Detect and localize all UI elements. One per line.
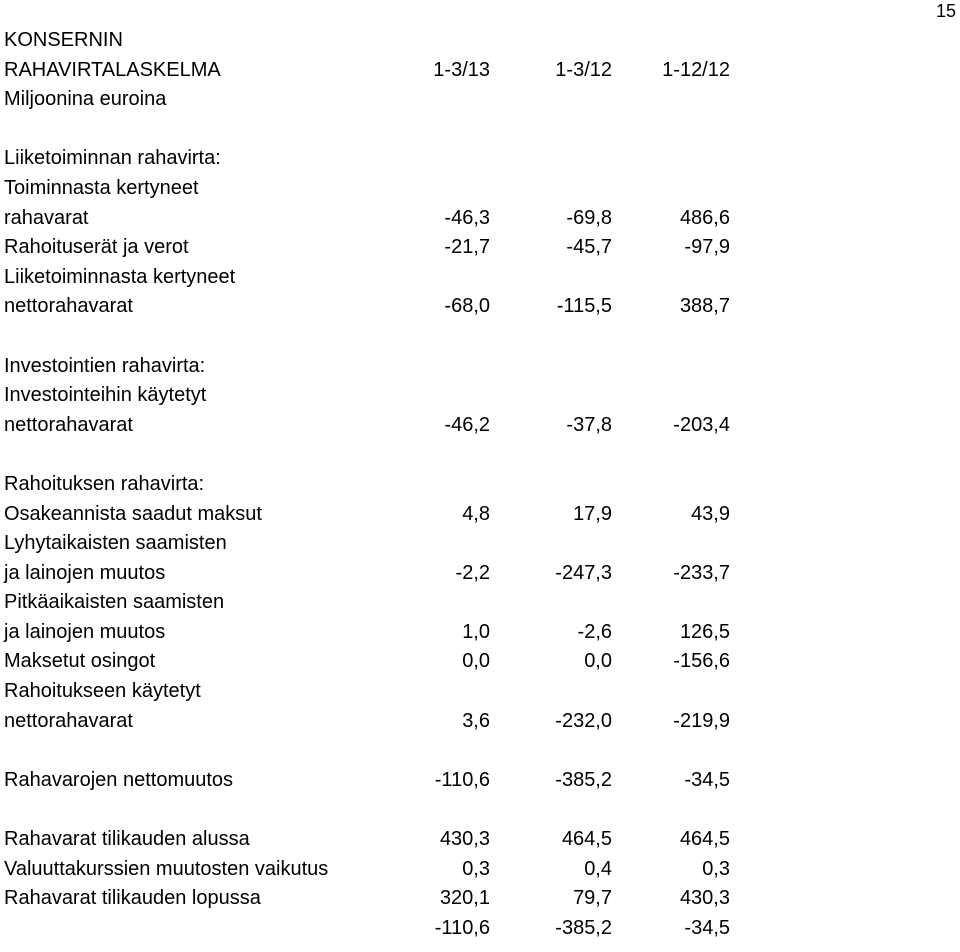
row-label: Investointien rahavirta: — [4, 354, 206, 377]
row-label: Osakeannista saadut maksut — [4, 502, 262, 525]
row-value-col1: -2,2 — [455, 561, 490, 584]
row-value-col3: 486,6 — [679, 206, 730, 229]
row-label: nettorahavarat — [4, 295, 133, 318]
row-value-col3: 430,3 — [679, 887, 730, 910]
row-value-col2: -385,2 — [555, 768, 612, 791]
row-label: Investointeihin käytetyt — [4, 384, 207, 407]
row-label: rahavarat — [4, 206, 89, 229]
row-label: Toiminnasta kertyneet — [4, 176, 199, 199]
row-label: ja lainojen muutos — [4, 561, 166, 584]
row-value-col3: 126,5 — [679, 620, 730, 643]
row-value-col1: -21,7 — [444, 236, 490, 259]
row-value-col2: -247,3 — [555, 561, 612, 584]
row-value-col2: 0,0 — [584, 650, 612, 673]
statement-title-line1: KONSERNIN — [4, 29, 123, 51]
row-value-col1: -68,0 — [444, 295, 490, 318]
row-value-col1: 1,0 — [462, 620, 490, 643]
row-value-col1: 0,3 — [462, 857, 490, 880]
row-value-col1: -46,3 — [444, 206, 490, 229]
row-value-col1: 3,6 — [462, 709, 490, 732]
row-label: Rahoituserät ja verot — [4, 236, 189, 259]
row-value-col3: -97,9 — [684, 236, 730, 259]
row-label: Rahoitukseen käytetyt — [4, 680, 201, 703]
row-value-col2: -232,0 — [555, 709, 612, 732]
row-label: Rahavarojen nettomuutos — [4, 768, 234, 791]
row-value-col3: -233,7 — [673, 561, 730, 584]
row-value-col2: -2,6 — [577, 620, 612, 643]
row-value-col1: -46,2 — [444, 413, 490, 436]
row-value-col3: -203,4 — [673, 413, 730, 436]
row-value-col2: -385,2 — [555, 916, 612, 939]
row-value-col2: 464,5 — [561, 828, 612, 851]
row-label: Maksetut osingot — [4, 650, 156, 673]
row-label: Pitkäaikaisten saamisten — [4, 591, 225, 614]
row-label: nettorahavarat — [4, 413, 133, 436]
column-header-3: 1-12/12 — [662, 58, 730, 81]
row-value-col1: -110,6 — [434, 916, 490, 939]
row-value-col3: 0,3 — [702, 857, 730, 880]
row-label: Liiketoiminnan rahavirta: — [4, 147, 221, 170]
row-value-col2: 0,4 — [584, 857, 612, 880]
row-value-col3: -34,5 — [684, 768, 730, 791]
row-label: Lyhytaikaisten saamisten — [4, 532, 227, 555]
row-value-col3: -156,6 — [673, 650, 730, 673]
row-value-col1: 4,8 — [462, 502, 490, 525]
row-value-col2: 17,9 — [573, 502, 612, 525]
row-value-col2: -69,8 — [566, 206, 612, 229]
row-value-col3: -34,5 — [684, 916, 730, 939]
row-label: ja lainojen muutos — [4, 620, 166, 643]
row-value-col1: 0,0 — [462, 650, 490, 673]
row-label: nettorahavarat — [4, 709, 133, 732]
row-value-col3: 388,7 — [679, 295, 730, 318]
row-label: Liiketoiminnasta kertyneet — [4, 265, 236, 288]
row-label: Rahoituksen rahavirta: — [4, 472, 205, 495]
column-header-2: 1-3/12 — [555, 58, 612, 81]
row-value-col1: 430,3 — [439, 828, 490, 851]
column-header-1: 1-3/13 — [433, 58, 490, 81]
unit-label: Miljoonina euroina — [4, 88, 167, 111]
row-label: Valuuttakurssien muutosten vaikutus — [4, 857, 329, 880]
row-value-col3: 43,9 — [691, 502, 730, 525]
statement-title-line2: RAHAVIRTALASKELMA — [4, 58, 221, 81]
row-value-col2: -45,7 — [566, 236, 612, 259]
row-label: Rahavarat tilikauden lopussa — [4, 887, 261, 910]
row-label: Rahavarat tilikauden alussa — [4, 828, 250, 851]
row-value-col1: -110,6 — [434, 768, 490, 791]
row-value-col3: 464,5 — [679, 828, 730, 851]
row-value-col1: 320,1 — [439, 887, 490, 910]
page-number: 15 — [935, 1, 956, 21]
row-value-col2: 79,7 — [573, 887, 612, 910]
row-value-col2: -115,5 — [556, 295, 612, 318]
row-value-col3: -219,9 — [673, 709, 730, 732]
row-value-col2: -37,8 — [566, 413, 612, 436]
